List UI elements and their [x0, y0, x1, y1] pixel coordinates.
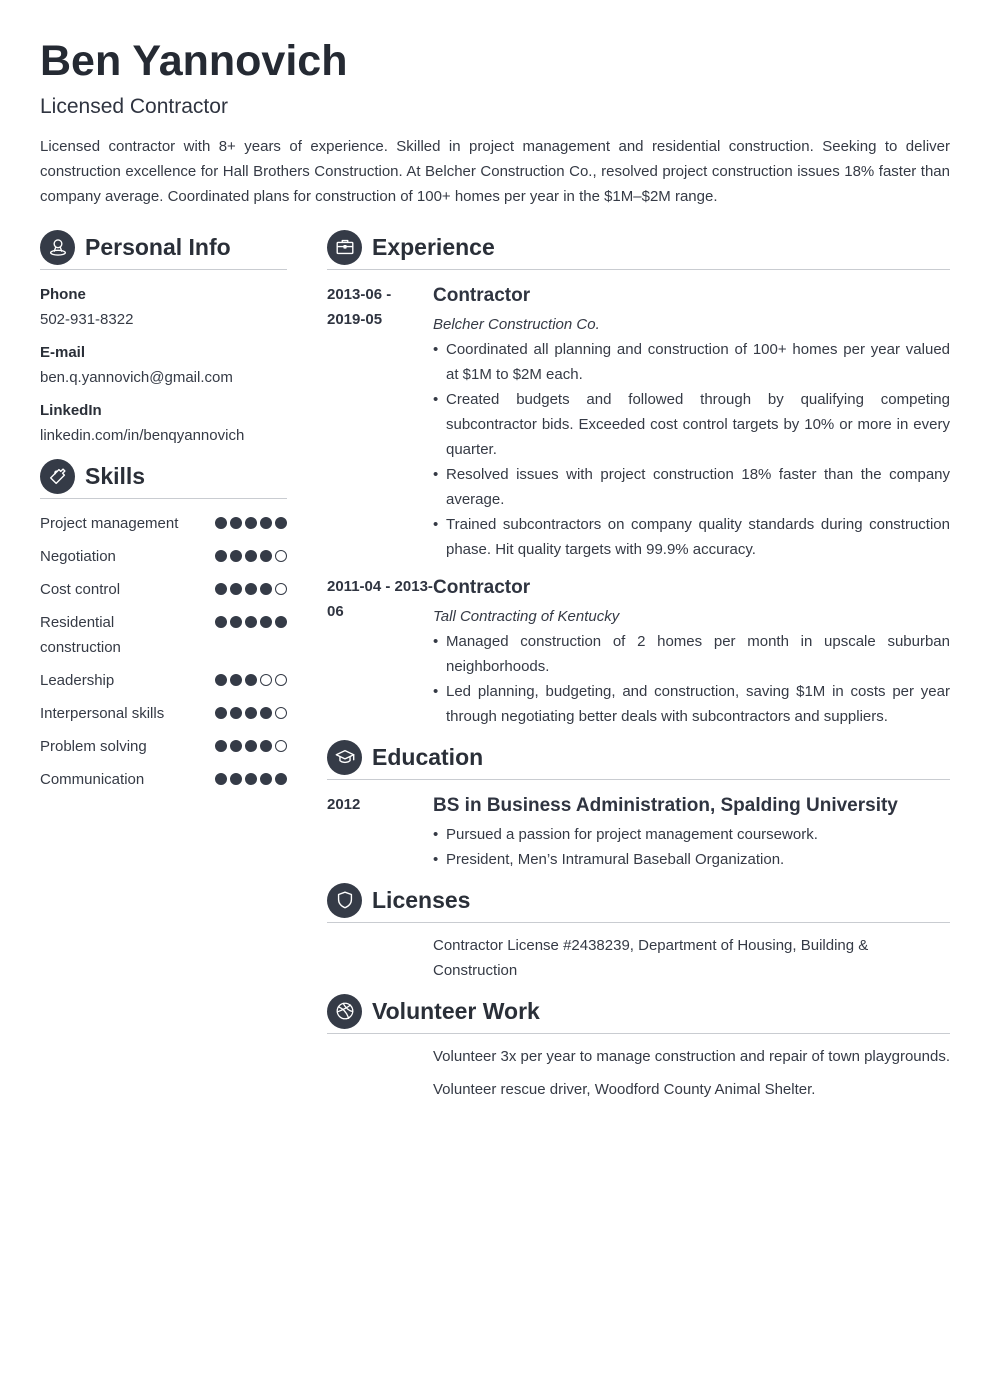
rating-dot-filled — [260, 583, 272, 595]
rating-dot-filled — [230, 674, 242, 686]
job-title: Contractor — [433, 285, 531, 306]
skill-row — [40, 577, 287, 602]
rating-dot-filled — [260, 550, 272, 562]
job-date: 2013-06 - 2019-05 — [327, 286, 392, 328]
rating-dot-filled — [245, 707, 257, 719]
rating-dot-filled — [230, 517, 242, 529]
rating-dot-filled — [230, 616, 242, 628]
phone-value: 502-931-8322 — [40, 311, 134, 328]
volunteer-section — [327, 993, 950, 1102]
rating-dot-empty — [275, 674, 287, 686]
skills-header — [40, 458, 287, 499]
rating-dot-filled — [215, 616, 227, 628]
rating-dot-filled — [260, 517, 272, 529]
licenses-list — [433, 933, 950, 983]
rating-dot-filled — [230, 550, 242, 562]
person-icon — [40, 230, 75, 265]
skill-row — [40, 734, 287, 759]
personal-info-header — [40, 229, 287, 270]
list-item: • Trained subcontractors on company quality standards during construction phase. Hit quality targets with 99.9% accuracy. — [433, 512, 950, 562]
job-body — [433, 574, 950, 729]
job-date: 2011-04 - 2013-06 — [327, 578, 433, 620]
skill-row — [40, 767, 287, 792]
skill-row — [40, 544, 287, 569]
job-company: Belcher Construction Co. — [433, 316, 600, 333]
rating-dot-empty — [275, 740, 287, 752]
info-label: LinkedIn — [40, 402, 102, 419]
education-section — [327, 739, 950, 872]
experience-header — [327, 229, 950, 270]
rating-dot-filled — [215, 674, 227, 686]
rating-dot-filled — [260, 707, 272, 719]
info-item-phone — [40, 282, 287, 332]
skill-rating — [215, 616, 287, 628]
rating-dot-filled — [245, 550, 257, 562]
rating-dot-empty — [275, 583, 287, 595]
rating-dot-filled — [230, 740, 242, 752]
skill-name: Interpersonal skills — [40, 705, 165, 722]
rating-dot-filled — [275, 616, 287, 628]
rating-dot-filled — [245, 674, 257, 686]
licenses-title: Licenses — [372, 886, 471, 913]
rating-dot-filled — [260, 740, 272, 752]
volunteer-item: Volunteer rescue driver, Woodford County Animal Shelter. — [433, 1081, 816, 1098]
info-label: Phone — [40, 286, 86, 303]
skill-rating — [215, 740, 287, 752]
graduation-cap-icon — [327, 740, 362, 775]
job-body — [433, 282, 950, 562]
rating-dot-empty — [260, 674, 272, 686]
rating-dot-filled — [260, 616, 272, 628]
personal-info-title: Personal Info — [85, 233, 231, 260]
right-column — [327, 229, 950, 1112]
skill-row — [40, 511, 287, 536]
list-item: • President, Men’s Intramural Baseball Organization. — [433, 847, 950, 872]
personal-info-section — [40, 229, 287, 448]
rating-dot-filled — [215, 583, 227, 595]
skill-name: Leadership — [40, 672, 115, 689]
rating-dot-filled — [230, 773, 242, 785]
licenses-header — [327, 882, 950, 923]
left-column — [40, 229, 287, 1112]
skill-row — [40, 668, 287, 693]
degree-title: BS in Business Administration, Spalding University — [433, 795, 898, 816]
skill-rating — [215, 517, 287, 529]
ball-icon — [327, 994, 362, 1029]
summary: Licensed contractor with 8+ years of experience. Skilled in project management and residential construction. Seeking to deliver construction excellence for Hall Brothers Construction. At Belcher Construction Co., resolved project construction issues 18% faster than company average. Coordinated plans for construction of 100+ homes per year in the $1M–$2M range. — [40, 138, 950, 205]
list-item: • Pursued a passion for project management coursework. — [433, 822, 950, 847]
volunteer-list — [433, 1044, 950, 1102]
candidate-name: Ben Yannovich — [40, 37, 348, 85]
rating-dot-empty — [275, 550, 287, 562]
licenses-section — [327, 882, 950, 983]
volunteer-item: Volunteer 3x per year to manage construction and repair of town playgrounds. — [433, 1048, 950, 1065]
rating-dot-filled — [245, 773, 257, 785]
skill-rating — [215, 550, 287, 562]
list-item: • Coordinated all planning and construction of 100+ homes per year valued at $1M to $2M each. — [433, 337, 950, 387]
rating-dot-filled — [215, 773, 227, 785]
skill-name: Cost control — [40, 581, 121, 598]
rating-dot-filled — [260, 773, 272, 785]
education-title: Education — [372, 743, 484, 770]
email-value: ben.q.yannovich@gmail.com — [40, 369, 233, 386]
linkedin-value: linkedin.com/in/benqyannovich — [40, 427, 245, 444]
experience-section — [327, 229, 950, 729]
candidate-title: Licensed Contractor — [40, 95, 228, 118]
skill-row — [40, 701, 287, 726]
rating-dot-filled — [215, 550, 227, 562]
education-date: 2012 — [327, 796, 361, 813]
job-entry — [327, 282, 950, 562]
skill-rating — [215, 773, 287, 785]
rating-dot-empty — [275, 707, 287, 719]
job-title: Contractor — [433, 577, 531, 598]
skill-name: Problem solving — [40, 738, 147, 755]
tools-icon — [40, 459, 75, 494]
volunteer-header — [327, 993, 950, 1034]
education-entry — [327, 792, 950, 872]
list-item: • Resolved issues with project construction 18% faster than the company average. — [433, 462, 950, 512]
education-bullets — [433, 822, 950, 872]
rating-dot-filled — [245, 740, 257, 752]
job-bullets — [433, 337, 950, 562]
info-item-linkedin — [40, 398, 287, 448]
job-entry — [327, 574, 950, 729]
rating-dot-filled — [230, 583, 242, 595]
rating-dot-filled — [245, 616, 257, 628]
skills-section — [40, 458, 287, 792]
license-item: Contractor License #2438239, Department of Housing, Building & Construction — [433, 937, 869, 979]
shield-icon — [327, 883, 362, 918]
skill-name: Communication — [40, 771, 145, 788]
info-label: E-mail — [40, 344, 86, 361]
rating-dot-filled — [275, 517, 287, 529]
skill-name: Residential construction — [40, 614, 121, 656]
rating-dot-filled — [215, 707, 227, 719]
education-header — [327, 739, 950, 780]
personal-info-list — [40, 282, 287, 448]
experience-title: Experience — [372, 233, 495, 260]
list-item: • Created budgets and followed through by qualifying competing subcontractor bids. Exceeded cost control targets by 10% or more in every quarter. — [433, 387, 950, 462]
education-body — [433, 792, 950, 872]
job-company: Tall Contracting of Kentucky — [433, 608, 620, 625]
skill-row — [40, 610, 287, 660]
skill-rating — [215, 707, 287, 719]
job-bullets — [433, 629, 950, 729]
list-item: • Led planning, budgeting, and construction, saving $1M in costs per year through negotiating better deals with subcontractors and suppliers. — [433, 679, 950, 729]
skills-list — [40, 511, 287, 792]
list-item: • Managed construction of 2 homes per month in upscale suburban neighborhoods. — [433, 629, 950, 679]
rating-dot-filled — [245, 517, 257, 529]
volunteer-title: Volunteer Work — [372, 997, 540, 1024]
info-item-email — [40, 340, 287, 390]
rating-dot-filled — [215, 740, 227, 752]
rating-dot-filled — [275, 773, 287, 785]
skill-rating — [215, 674, 287, 686]
rating-dot-filled — [245, 583, 257, 595]
content-columns — [40, 229, 950, 1112]
skill-name: Negotiation — [40, 548, 116, 565]
briefcase-icon — [327, 230, 362, 265]
rating-dot-filled — [215, 517, 227, 529]
skills-title: Skills — [85, 462, 146, 489]
skill-name: Project management — [40, 515, 179, 532]
rating-dot-filled — [230, 707, 242, 719]
skill-rating — [215, 583, 287, 595]
